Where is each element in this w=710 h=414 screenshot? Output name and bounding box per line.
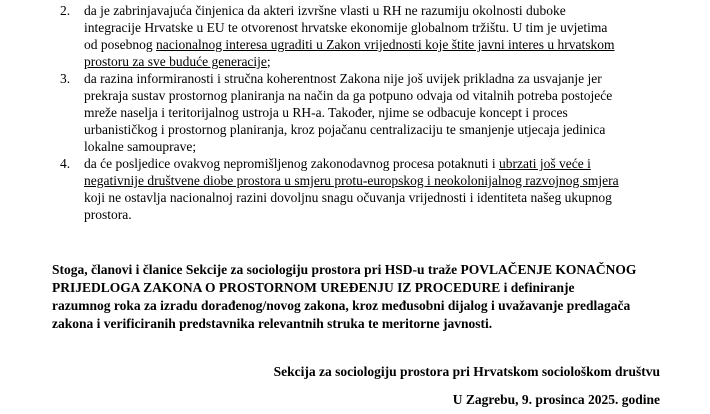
- text-line: [84, 172, 674, 189]
- appeal-line: Stoga, članovi i članice Sekcije za sociologiju prostora pri HSD-u traže POVLAČENJE KONAČNOG: [52, 262, 637, 277]
- text-segment: da je zabrinjavajuća činjenica da akteri izvršne vlasti u RH ne razumiju okolnosti duboke: [84, 3, 566, 18]
- text-segment: lokalne samouprave;: [84, 139, 197, 154]
- text-segment: da razina informiranosti i stručna koherentnost Zakona nije još uvijek prikladna za usvajanje jer: [84, 71, 602, 86]
- text-line: [84, 155, 674, 172]
- underlined-text: ubrzati još veće i: [499, 156, 591, 171]
- dateline: U Zagrebu, 9. prosinca 2025. godine: [452, 392, 660, 407]
- text-segment: prekraja sustav prostornog planiranja na način da ga potpuno odvaja od vitalnih potreba postojeće: [84, 88, 613, 103]
- text-segment: koji ne ostavlja nacionalnoj razini dovoljnu snagu očuvanja vrijednosti i identiteta našeg ukupnog: [84, 190, 612, 205]
- text-line: [84, 19, 674, 36]
- appeal-line: zakona i verificiranih predstavnika relevantnih struka te meritorne javnosti.: [52, 316, 493, 331]
- text-line: [84, 206, 674, 223]
- underlined-text: negativnije društvene diobe prostora u smjeru protu-europskog i neokolonijalnog razvojnog smjera: [84, 173, 619, 188]
- text-line: [84, 121, 674, 138]
- text-segment: integracije Hrvatske u EU te otvorenost hrvatske ekonomije globalnom tržištu. U tim je uvjetima: [84, 20, 608, 35]
- text-segment: od posebnog: [84, 37, 156, 52]
- list-number: 2.: [60, 3, 71, 18]
- list-item-text: [84, 70, 674, 155]
- text-line: [84, 53, 674, 70]
- text-segment: urbanističkog i prostornog planiranja, kroz pojačanu centralizaciju te smanjenje utjecaja jedinica: [84, 122, 606, 137]
- text-line: [84, 70, 674, 87]
- list-item-text: [84, 155, 674, 223]
- appeal-line: razumnog roka za izradu dorađenog/novog zakona, kroz međusobni dijalog i uvažavanje predlagača: [52, 298, 631, 313]
- underlined-text: nacionalnog interesa ugraditi u Zakon vrijednosti koje štite javni interes u hrvatskom: [156, 37, 615, 52]
- underlined-text: prostoru za sve buduće generacije: [84, 54, 267, 69]
- list-number: 3.: [60, 71, 71, 86]
- signature: Sekcija za sociologiju prostora pri Hrvatskom sociološkom društvu: [273, 364, 660, 379]
- text-segment: da će posljedice ovakvog nepromišljenog zakonodavnog procesa potaknuti i: [84, 156, 500, 171]
- text-line: [84, 104, 674, 121]
- appeal-paragraph: [52, 261, 662, 333]
- text-line: [84, 87, 674, 104]
- text-line: [84, 2, 674, 19]
- text-line: [84, 36, 674, 53]
- text-segment: mreže naselja i teritorijalnog ustroja u RH-a. Također, njime se odbacuje koncept i proces: [84, 105, 568, 120]
- appeal-line: PRIJEDLOGA ZAKONA O PROSTORNOM UREĐENJU IZ PROCEDURE i definiranje: [52, 280, 575, 295]
- text-segment: ;: [266, 54, 271, 69]
- text-segment: prostora.: [84, 207, 132, 222]
- text-line: [84, 189, 674, 206]
- list-item-text: [84, 2, 674, 70]
- list-number: 4.: [60, 156, 71, 171]
- text-line: [84, 138, 674, 155]
